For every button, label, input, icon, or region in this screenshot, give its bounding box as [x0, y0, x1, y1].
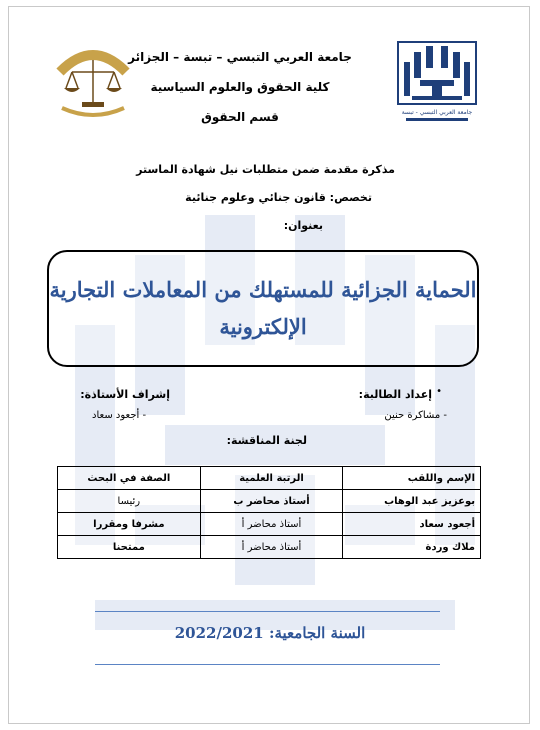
- jury-member-name: ملاك وردة: [343, 536, 481, 559]
- jury-member-name: بوعزيز عبد الوهاب: [343, 490, 481, 513]
- jury-member-rank: أستاذ محاضر ب: [200, 490, 343, 513]
- student-name: - مشاكرة حنين: [384, 410, 447, 421]
- supervision-label: إشراف الأستاذة:: [80, 388, 170, 401]
- jury-table: [57, 466, 481, 559]
- department-name: قسم الحقوق: [201, 110, 279, 124]
- header-role: الصفة في البحث: [58, 467, 201, 490]
- supervisor-name: - أجعود سعاد: [92, 410, 147, 421]
- memo-statement: مذكرة مقدمة ضمن متطلبات نيل شهادة الماستر: [136, 163, 395, 176]
- table-row: [58, 490, 481, 513]
- prepared-by-label: إعداد الطالبة:: [358, 388, 432, 401]
- divider-bottom: [95, 664, 440, 665]
- academic-year: السنة الجامعية: 2022/2021: [174, 624, 366, 642]
- jury-member-role: رئيسا: [58, 490, 201, 513]
- bullet: •: [436, 386, 442, 397]
- table-row: [58, 536, 481, 559]
- titled-label: بعنوان:: [283, 219, 323, 232]
- jury-member-role: ممتحنا: [58, 536, 201, 559]
- thesis-title-box: [47, 250, 479, 367]
- jury-member-rank: أستاذ محاضر أ: [200, 536, 343, 559]
- header-rank: الرتبة العلمية: [200, 467, 343, 490]
- divider-top: [95, 611, 440, 612]
- committee-label: لجنة المناقشة:: [226, 434, 307, 447]
- thesis-title-line-2: الإلكترونية: [219, 313, 307, 339]
- jury-member-rank: أستاذ محاضر أ: [200, 513, 343, 536]
- table-header-row: [58, 467, 481, 490]
- jury-member-name: أجعود سعاد: [343, 513, 481, 536]
- university-emblem-caption: جامعة العربي التبسي - تبسة: [401, 109, 473, 116]
- university-name: جامعة العربي التبسي – تبسة – الجزائر: [128, 50, 352, 64]
- specialty: تخصص: قانون جنائي وعلوم جنائية: [185, 191, 372, 204]
- jury-member-role: مشرفا ومقررا: [58, 513, 201, 536]
- faculty-name: كلية الحقوق والعلوم السياسية: [150, 80, 330, 94]
- header-name: الإسم واللقب: [343, 467, 481, 490]
- thesis-title-line-1: الحماية الجزائية للمستهلك من المعاملات التجارية: [49, 276, 477, 302]
- table-row: [58, 513, 481, 536]
